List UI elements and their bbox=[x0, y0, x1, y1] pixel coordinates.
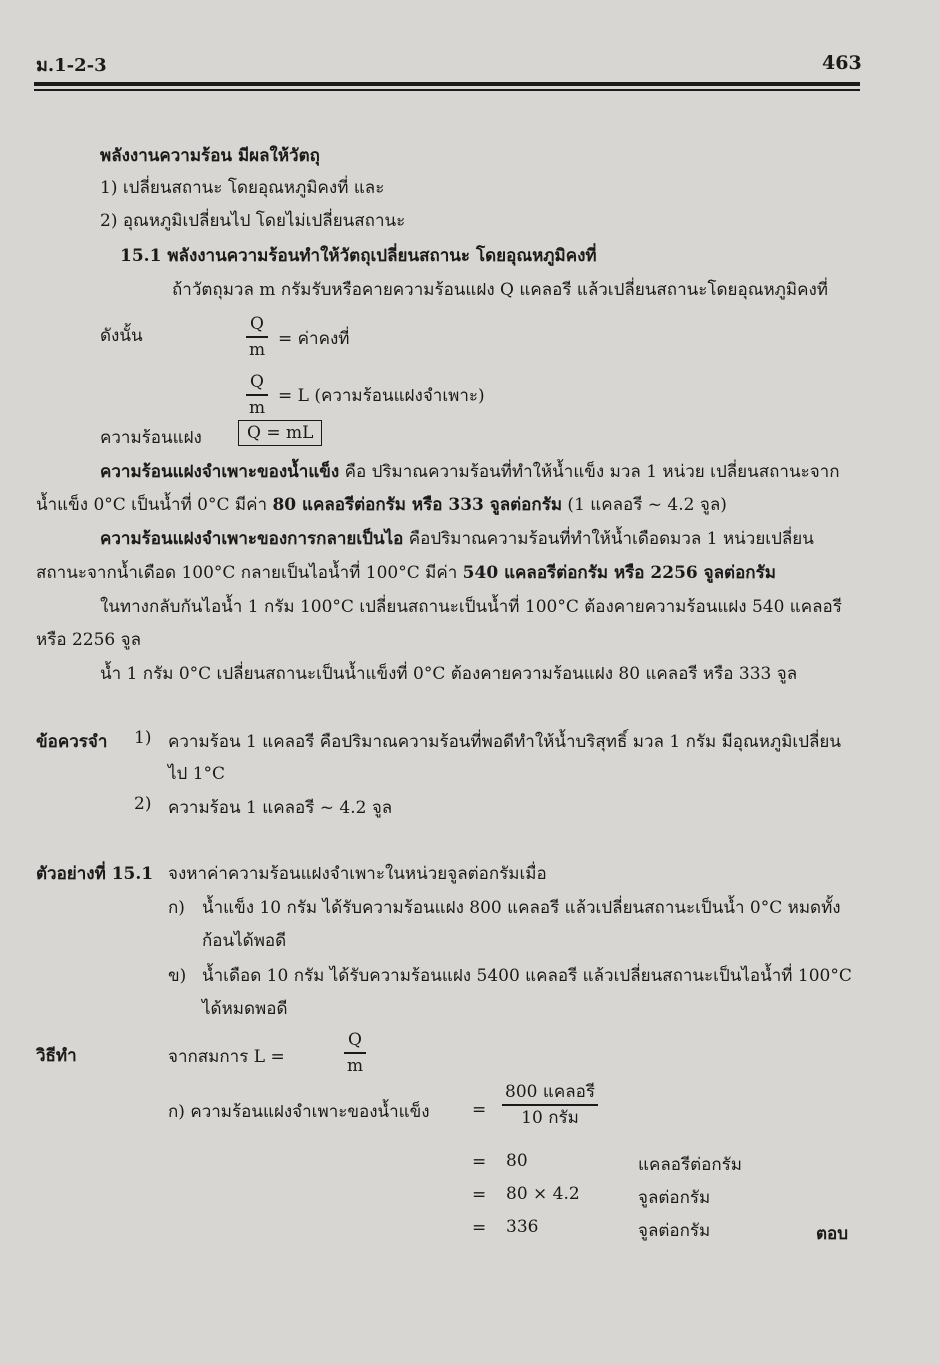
result-1-value: 80 bbox=[506, 1151, 528, 1171]
remember-num-2: 2) bbox=[134, 794, 152, 814]
section-code: ม.1-2-3 bbox=[36, 55, 107, 76]
numerator: Q bbox=[250, 372, 264, 392]
result-1-unit: แคลอรีต่อกรัม bbox=[638, 1155, 742, 1175]
intro-item-2: 2) อุณหภูมิเปลี่ยนไป โดยไม่เปลี่ยนสถานะ bbox=[100, 211, 406, 231]
page-number: 463 bbox=[822, 52, 862, 74]
ice-paragraph-line2 bbox=[36, 491, 727, 518]
vapor-paragraph-line2 bbox=[36, 559, 776, 586]
vapor-values: 540 แคลอรีต่อกรัม หรือ 2256 จูลต่อกรัม bbox=[462, 563, 776, 583]
numerator: Q bbox=[250, 314, 264, 334]
vapor-term: ความร้อนแฝงจำเพาะของการกลายเป็นไอ bbox=[100, 529, 404, 549]
result-3-unit: จูลต่อกรัม bbox=[638, 1221, 711, 1241]
equals-sign-2: = bbox=[472, 1152, 487, 1172]
reverse-line3: น้ำ 1 กรัม 0°C เปลี่ยนสถานะเป็นน้ำแข็งที่ 0°C ต้องคายความร้อนแฝง 80 แคลอรี หรือ 333 จูล bbox=[100, 664, 798, 684]
equals-sign-3: = bbox=[472, 1185, 487, 1205]
numerator: 800 แคลอรี bbox=[505, 1082, 595, 1102]
numerator: Q bbox=[348, 1030, 362, 1050]
fraction-bar bbox=[502, 1104, 598, 1106]
example-label: ตัวอย่างที่ 15.1 bbox=[36, 864, 154, 884]
result-2-unit: จูลต่อกรัม bbox=[638, 1188, 711, 1208]
example-b-mark: ข) bbox=[168, 966, 187, 986]
ice-paragraph-line1 bbox=[100, 458, 840, 485]
remember-num-1: 1) bbox=[134, 728, 152, 748]
fraction-q-over-m-2 bbox=[246, 372, 268, 418]
intro-item-1: 1) เปลี่ยนสถานะ โดยอุณหภูมิคงที่ และ bbox=[100, 178, 385, 198]
answer-label: ตอบ bbox=[816, 1224, 849, 1244]
fraction-q-over-m-1 bbox=[246, 314, 268, 360]
result-3-value: 336 bbox=[506, 1217, 539, 1237]
solution-label: วิธีทำ bbox=[36, 1046, 77, 1066]
example-b-line2: ได้หมดพอดี bbox=[202, 999, 288, 1019]
example-question: จงหาค่าความร้อนแฝงจำเพาะในหน่วยจูลต่อกรัมเมื่อ bbox=[168, 864, 547, 884]
remember-item2: ความร้อน 1 แคลอรี ~ 4.2 จูล bbox=[168, 798, 393, 818]
section-heading: 15.1 พลังงานความร้อนทำให้วัตถุเปลี่ยนสถานะ โดยอุณหภูมิคงที่ bbox=[120, 246, 597, 266]
result-2-value: 80 × 4.2 bbox=[506, 1184, 580, 1204]
vapor-text1: คือปริมาณความร้อนที่ทำให้น้ำเดือดมวล 1 หน่วยเปลี่ยน bbox=[403, 529, 814, 549]
remember-label: ข้อควรจำ bbox=[36, 732, 108, 752]
solution-formula-text: จากสมการ L = bbox=[168, 1047, 285, 1067]
solution-a-fraction bbox=[502, 1082, 598, 1128]
remember-item1-line1: ความร้อน 1 แคลอรี คือปริมาณความร้อนที่พอดีทำให้น้ำบริสุทธิ์ มวล 1 กรัม มีอุณหภูมิเปลี่ยน bbox=[168, 732, 842, 752]
equals-sign-4: = bbox=[472, 1218, 487, 1238]
latent-heat-label: ความร้อนแฝง bbox=[100, 428, 202, 448]
denominator: m bbox=[346, 1055, 364, 1076]
ice-text1: คือ ปริมาณความร้อนที่ทำให้น้ำแข็ง มวล 1 หน่วย เปลี่ยนสถานะจาก bbox=[339, 462, 840, 482]
example-a-line1: น้ำแข็ง 10 กรัม ได้รับความร้อนแฝง 800 แคลอรี แล้วเปลี่ยนสถานะเป็นน้ำ 0°C หมดทั้ง bbox=[202, 898, 841, 918]
ice-term: ความร้อนแฝงจำเพาะของน้ำแข็ง bbox=[100, 462, 340, 482]
equation-latent-heat: = L (ความร้อนแฝงจำเพาะ) bbox=[278, 386, 485, 406]
header-rule-thick bbox=[34, 82, 860, 86]
latent-heat-formula-box: Q = mL bbox=[238, 420, 322, 446]
reverse-line2: หรือ 2256 จูล bbox=[36, 630, 141, 650]
header-rule-thin bbox=[34, 89, 860, 91]
fraction-bar bbox=[246, 336, 268, 338]
solution-formula-fraction bbox=[344, 1030, 366, 1076]
denominator: m bbox=[248, 397, 266, 418]
ice-text2a: น้ำแข็ง 0°C เป็นน้ำที่ 0°C มีค่า bbox=[36, 495, 273, 515]
vapor-text2a: สถานะจากน้ำเดือด 100°C กลายเป็นไอน้ำที่ 100°C มีค่า bbox=[36, 563, 463, 583]
therefore-label: ดังนั้น bbox=[100, 326, 143, 346]
section-paragraph: ถ้าวัตถุมวล m กรัมรับหรือคายความร้อนแฝง Q แคลอรี แล้วเปลี่ยนสถานะโดยอุณหภูมิคงที่ bbox=[172, 280, 828, 300]
intro-title: พลังงานความร้อน มีผลให้วัตถุ bbox=[100, 146, 320, 166]
example-a-line2: ก้อนได้พอดี bbox=[202, 931, 287, 951]
vapor-paragraph-line1 bbox=[100, 525, 814, 552]
fraction-bar bbox=[246, 394, 268, 396]
example-a-mark: ก) bbox=[168, 898, 185, 918]
denominator: 10 กรัม bbox=[521, 1107, 579, 1128]
remember-item1-line2: ไป 1°C bbox=[168, 764, 226, 784]
example-b-line1: น้ำเดือด 10 กรัม ได้รับความร้อนแฝง 5400 แคลอรี แล้วเปลี่ยนสถานะเป็นไอน้ำที่ 100°C bbox=[202, 966, 852, 986]
ice-values: 80 แคลอรีต่อกรัม หรือ 333 จูลต่อกรัม bbox=[272, 495, 563, 515]
denominator: m bbox=[248, 339, 266, 360]
equals-sign-1: = bbox=[472, 1100, 487, 1120]
equation-constant: = ค่าคงที่ bbox=[278, 329, 350, 349]
solution-a-label: ก) ความร้อนแฝงจำเพาะของน้ำแข็ง bbox=[168, 1102, 430, 1122]
reverse-line1: ในทางกลับกันไอน้ำ 1 กรัม 100°C เปลี่ยนสถานะเป็นน้ำที่ 100°C ต้องคายความร้อนแฝง 540 แคลอรี bbox=[100, 597, 842, 617]
ice-text2b: (1 แคลอรี ~ 4.2 จูล) bbox=[562, 495, 727, 515]
fraction-bar bbox=[344, 1052, 366, 1054]
